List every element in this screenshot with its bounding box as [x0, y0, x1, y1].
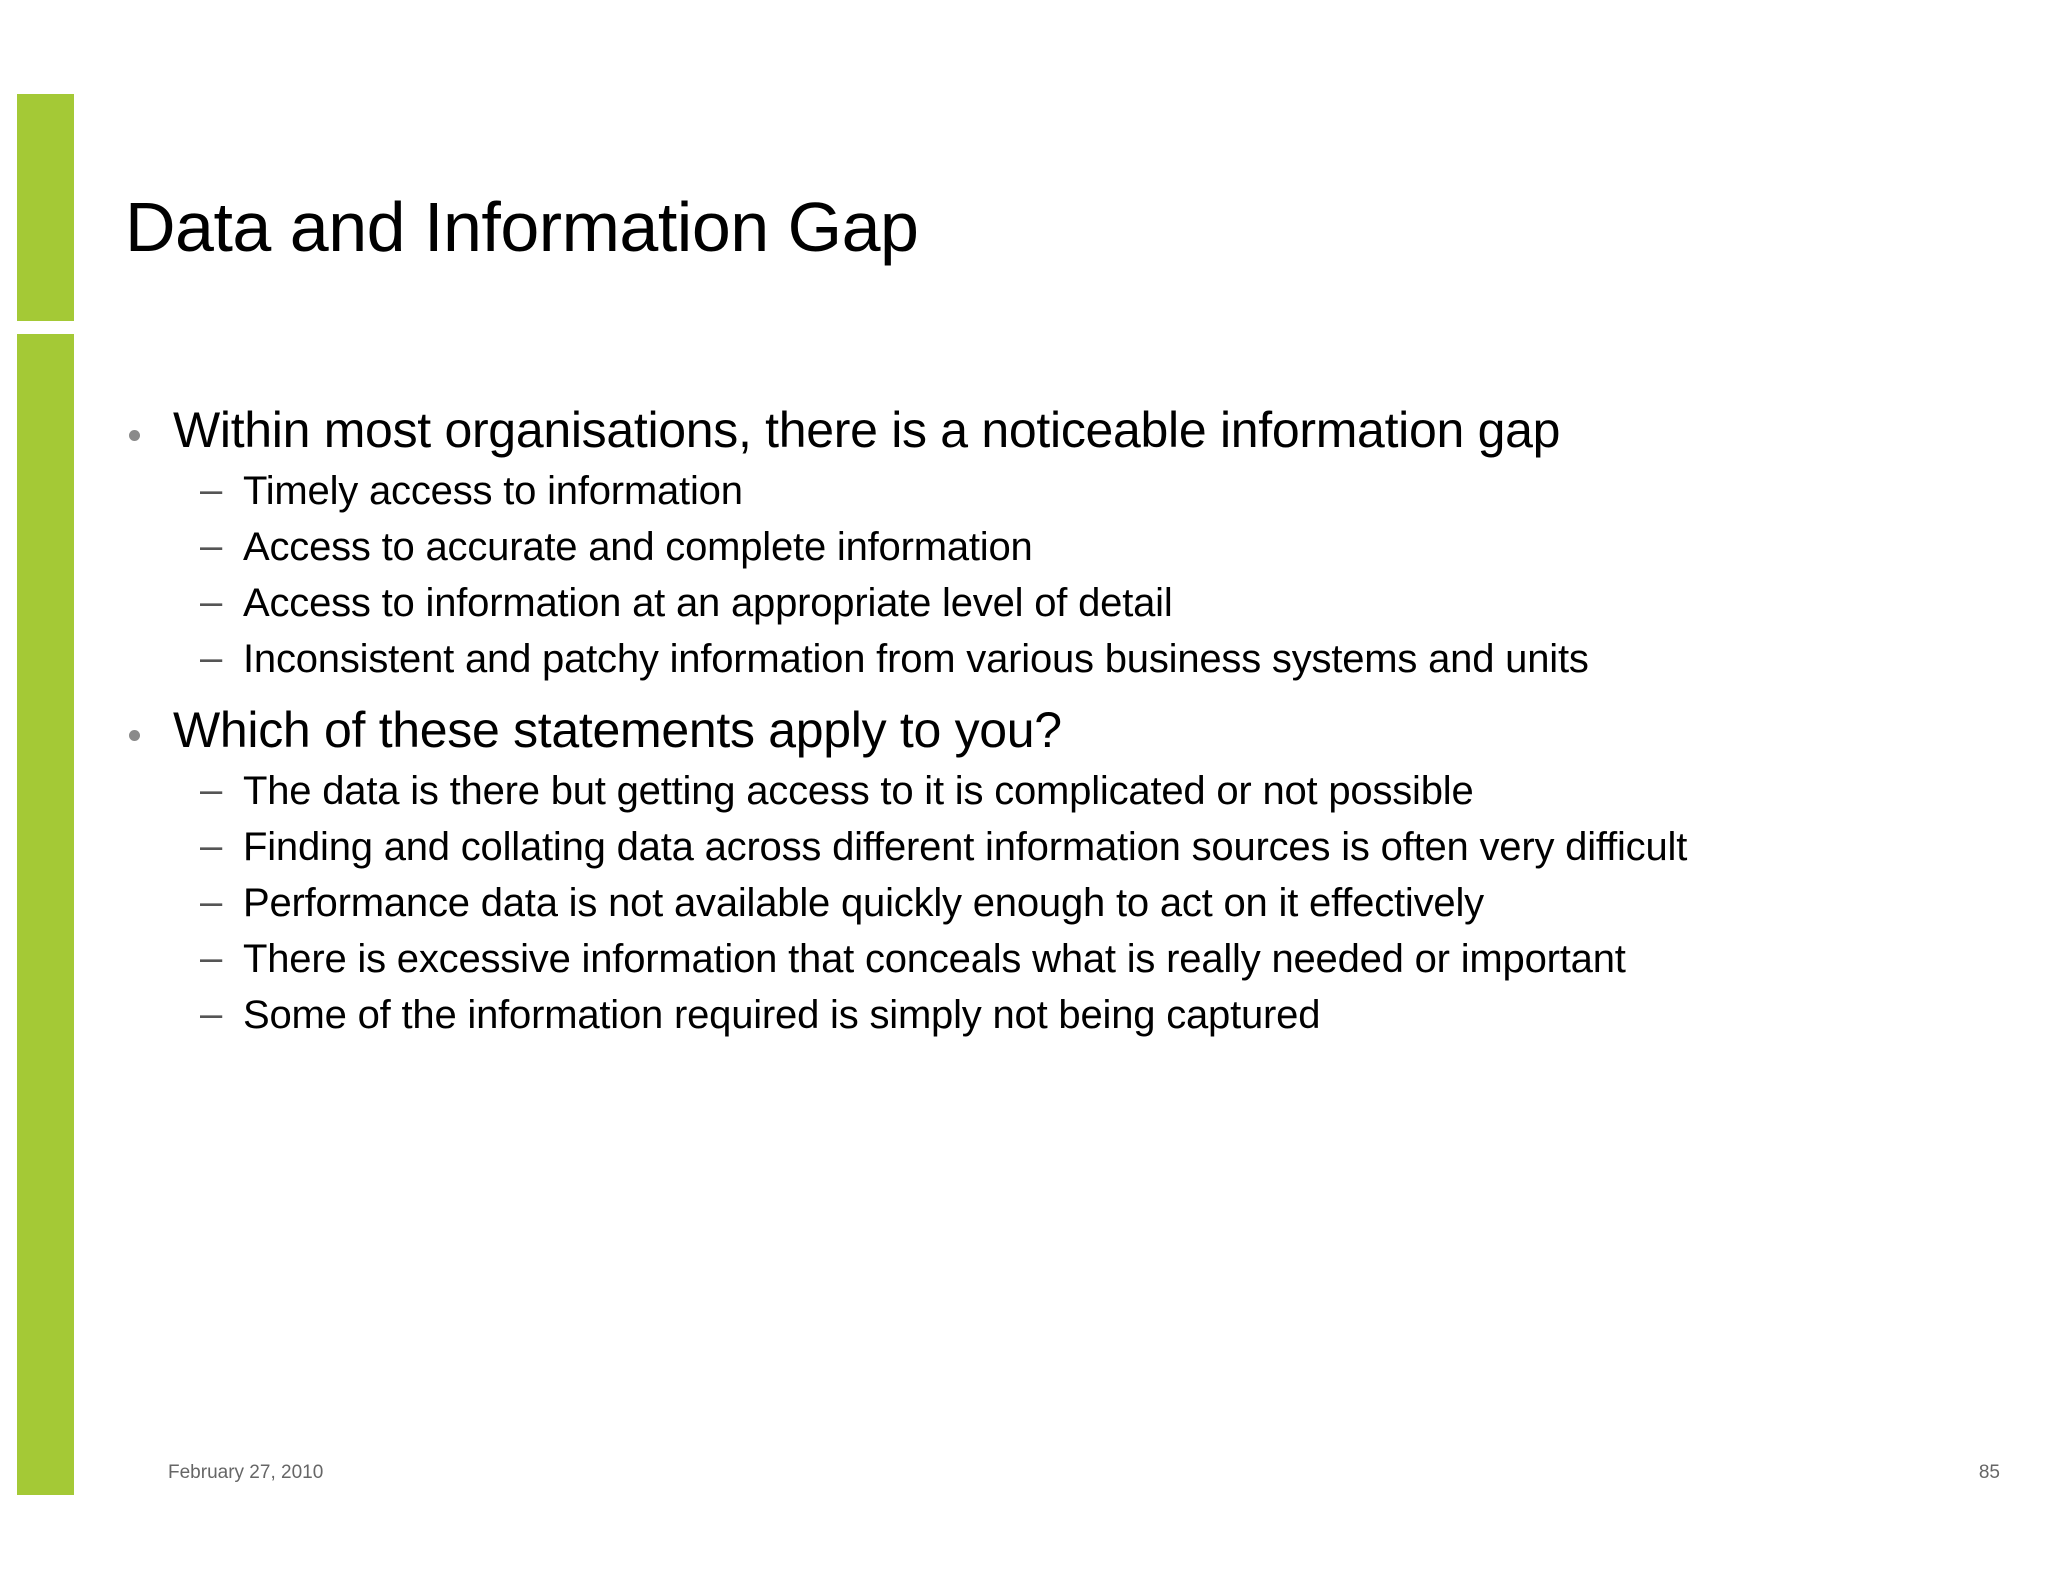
dash-icon: –: [200, 992, 223, 1036]
sub-bullet-item: [125, 936, 2015, 982]
dash-icon: –: [200, 468, 223, 512]
sub-bullet-item: [125, 580, 2015, 626]
dash-icon: –: [200, 824, 223, 868]
bullet-text: Which of these statements apply to you?: [173, 702, 1062, 758]
sub-bullet-item: [125, 524, 2015, 570]
bullet-dot-icon: [129, 430, 140, 441]
sub-bullet-text: Inconsistent and patchy information from various business systems and units: [243, 637, 1589, 681]
sub-bullet-item: [125, 468, 2015, 514]
dash-icon: –: [200, 524, 223, 568]
bullet-item: [125, 400, 2015, 682]
sub-bullet-item: [125, 636, 2015, 682]
dash-icon: –: [200, 768, 223, 812]
sub-bullet-text: Access to accurate and complete information: [243, 525, 1033, 569]
slide-content: [125, 400, 2015, 1056]
dash-icon: –: [200, 636, 223, 680]
bullet-text: Within most organisations, there is a noticeable information gap: [173, 402, 1561, 458]
sub-bullet-item: [125, 880, 2015, 926]
slide-title: Data and Information Gap: [125, 188, 919, 266]
accent-bar-top: [17, 94, 74, 321]
bullet-dot-icon: [129, 730, 140, 741]
sub-bullet-item: [125, 824, 2015, 870]
sub-bullet-text: Performance data is not available quickly enough to act on it effectively: [243, 881, 1484, 925]
bullet-item: [125, 700, 2015, 1038]
accent-bar-bottom: [17, 334, 74, 1495]
sub-bullet-item: [125, 992, 2015, 1038]
sub-bullet-list: [173, 468, 2015, 682]
dash-icon: –: [200, 880, 223, 924]
footer-date: February 27, 2010: [168, 1462, 324, 1483]
sub-bullet-text: Timely access to information: [243, 469, 743, 513]
sub-bullet-text: Finding and collating data across different information sources is often very difficult: [243, 825, 1688, 869]
sub-bullet-list: [173, 768, 2015, 1038]
dash-icon: –: [200, 936, 223, 980]
sub-bullet-text: There is excessive information that conceals what is really needed or important: [243, 937, 1626, 981]
sub-bullet-text: Access to information at an appropriate level of detail: [243, 581, 1173, 625]
dash-icon: –: [200, 580, 223, 624]
footer-page-number: 85: [1978, 1462, 2000, 1483]
sub-bullet-item: [125, 768, 2015, 814]
sub-bullet-text: Some of the information required is simply not being captured: [243, 993, 1321, 1037]
sub-bullet-text: The data is there but getting access to it is complicated or not possible: [243, 769, 1474, 813]
